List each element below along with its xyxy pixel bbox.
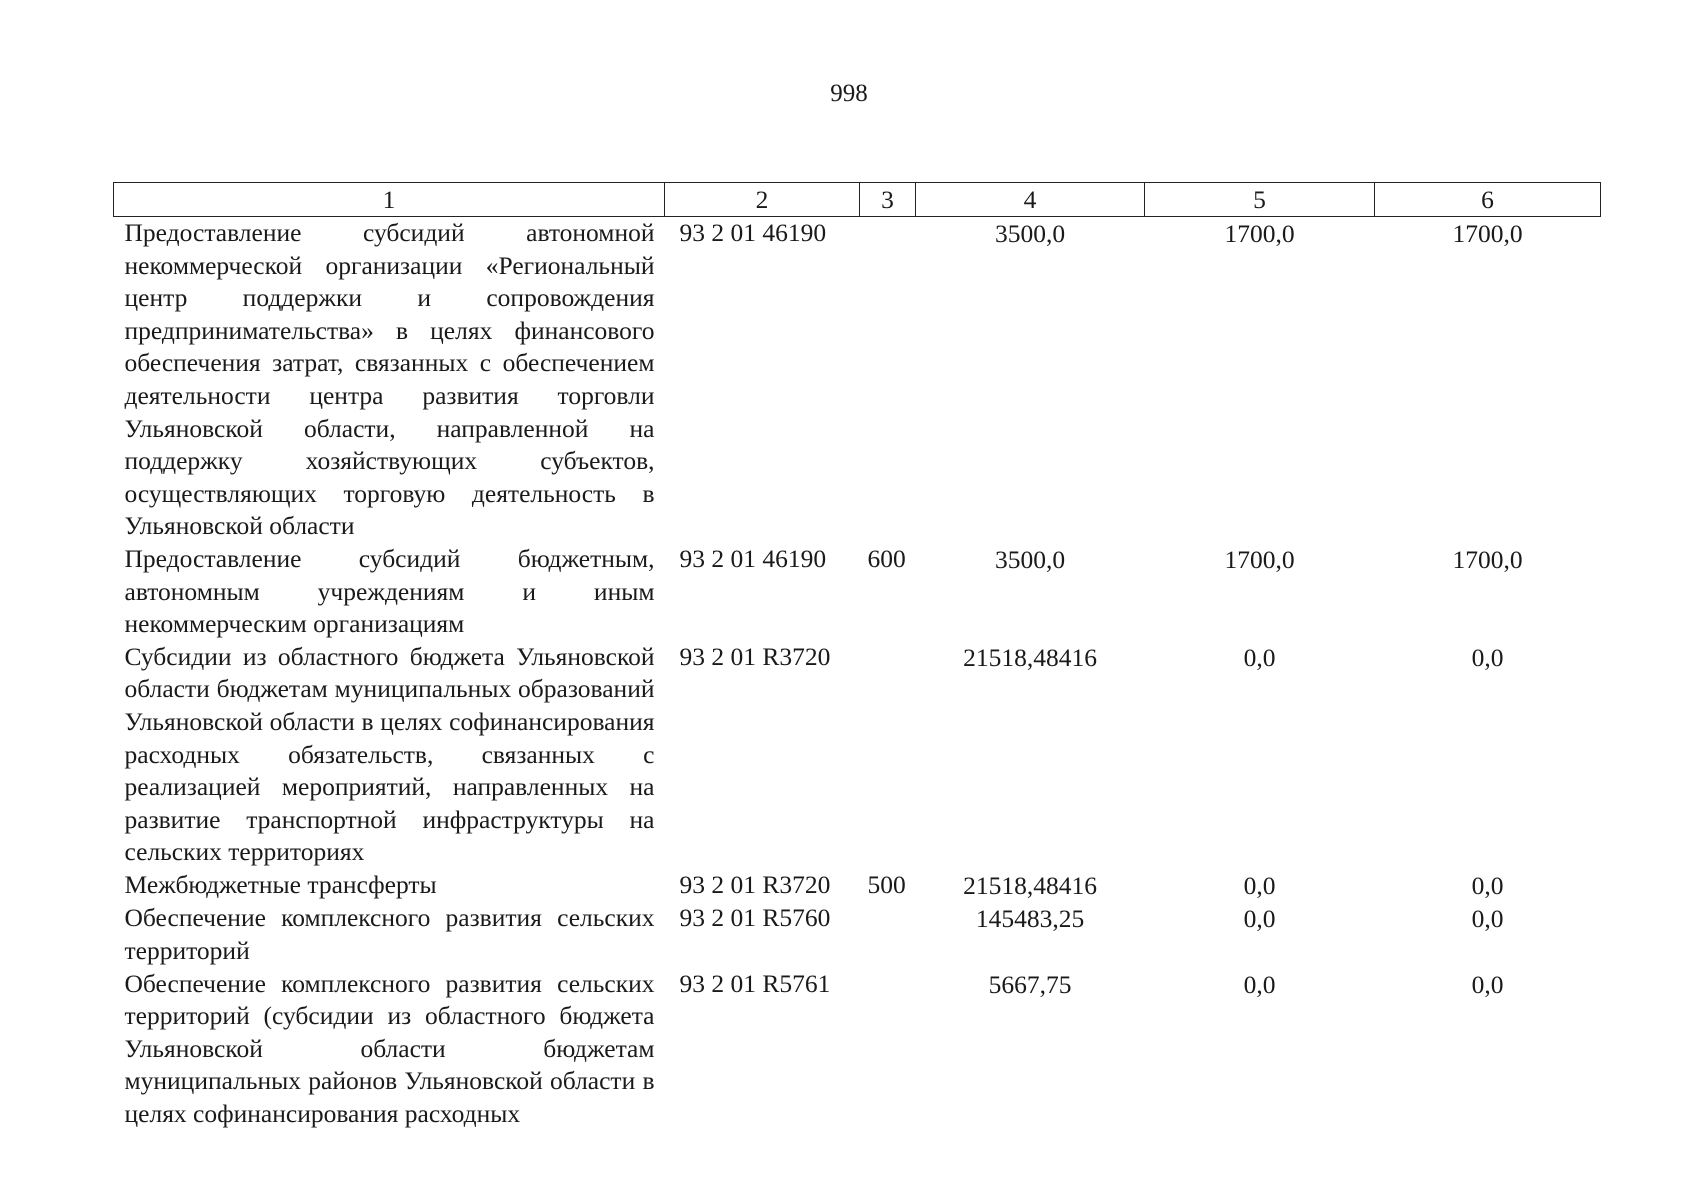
row-target-code: 93 2 01 R3720 [679,869,831,899]
row-amount-4 [916,641,1145,869]
amount-6-value: 0,0 [1471,969,1504,999]
row-amount-6 [1375,869,1601,903]
row-expense-type [860,641,916,869]
row-amount-4 [916,902,1145,967]
table-row [114,968,1601,1131]
amount-6-value: 1700,0 [1452,544,1523,574]
row-description: Межбюджетные трансферты [124,869,437,899]
amount-6-value: 0,0 [1471,642,1504,672]
row-expense-type [860,968,916,1131]
row-expense-type [860,217,916,543]
header-cell-3: 3 [860,183,916,217]
row-amount-5 [1145,869,1375,903]
row-amount-5 [1145,902,1375,967]
budget-table [113,182,1601,1131]
amount-5-value: 0,0 [1243,969,1276,999]
table-row [114,869,1601,903]
row-expense-type [860,902,916,967]
row-description: Предоставление субсидий автономной некоммерческой организации «Региональный центр поддержки и сопровождения предпринимательства» в целях финансового обеспечения затрат, связанных с обеспечением деятельности центра развития торговли Ульяновской области, направленной на поддержку хозяйствующих субъектов, осуществляющих торговую деятельность в Ульяновской области [124,218,655,541]
header-cell-1: 1 [114,183,665,217]
header-row [114,183,1601,217]
table-row [114,641,1601,869]
row-amount-5 [1145,543,1375,641]
row-amount-6 [1375,641,1601,869]
row-expense-type: 600 [867,543,906,573]
row-description: Обеспечение комплексного развития сельских территорий (субсидии из областного бюджета Ульяновской области бюджетам муниципальных районов Ульяновской области в целях софинансирования расходных [124,968,655,1129]
amount-4-value: 21518,48416 [963,870,1097,900]
row-target-code: 93 2 01 46190 [679,543,827,573]
amount-6-value: 1700,0 [1452,219,1523,248]
row-description: Обеспечение комплексного развития сельских территорий [124,903,655,966]
header-cell-6: 6 [1375,183,1601,217]
row-description: Субсидии из областного бюджета Ульяновской области бюджетам муниципальных образований Ульяновской области в целях софинансирования расходных обязательств, связанных с реализацией мероприятий, направленных на развитие транспортной инфраструктуры на сельских территориях [124,641,655,867]
table-row [114,543,1601,641]
row-amount-5 [1145,217,1375,543]
row-target-code: 93 2 01 46190 [679,218,827,247]
header-cell-5: 5 [1145,183,1375,217]
row-target-code: 93 2 01 R5760 [679,903,831,933]
row-amount-4 [916,217,1145,543]
amount-5-value: 0,0 [1243,904,1276,934]
page-number: 998 [830,80,868,107]
table-row [114,902,1601,967]
header-cell-4: 4 [916,183,1145,217]
row-amount-5 [1145,641,1375,869]
row-amount-6 [1375,902,1601,967]
row-target-code: 93 2 01 R5761 [679,968,831,998]
amount-5-value: 0,0 [1243,870,1276,900]
amount-5-value: 1700,0 [1224,544,1295,574]
table-row [114,217,1601,543]
row-amount-6 [1375,543,1601,641]
amount-4-value: 145483,25 [975,904,1085,934]
row-amount-4 [916,543,1145,641]
amount-4-value: 3500,0 [994,544,1066,574]
amount-6-value: 0,0 [1471,904,1504,934]
row-amount-6 [1375,968,1601,1131]
row-amount-6 [1375,217,1601,543]
amount-4-value: 21518,48416 [963,642,1097,672]
amount-6-value: 0,0 [1471,870,1504,900]
amount-5-value: 0,0 [1243,642,1276,672]
amount-5-value: 1700,0 [1224,219,1295,248]
amount-4-value: 5667,75 [988,969,1072,999]
row-target-code: 93 2 01 R3720 [679,641,831,671]
row-amount-5 [1145,968,1375,1131]
row-description: Предоставление субсидий бюджетным, автономным учреждениям и иным некоммерческим организациям [124,543,655,639]
row-expense-type: 500 [867,869,906,899]
header-cell-2: 2 [665,183,860,217]
row-amount-4 [916,869,1145,903]
amount-4-value: 3500,0 [994,219,1066,248]
row-amount-4 [916,968,1145,1131]
